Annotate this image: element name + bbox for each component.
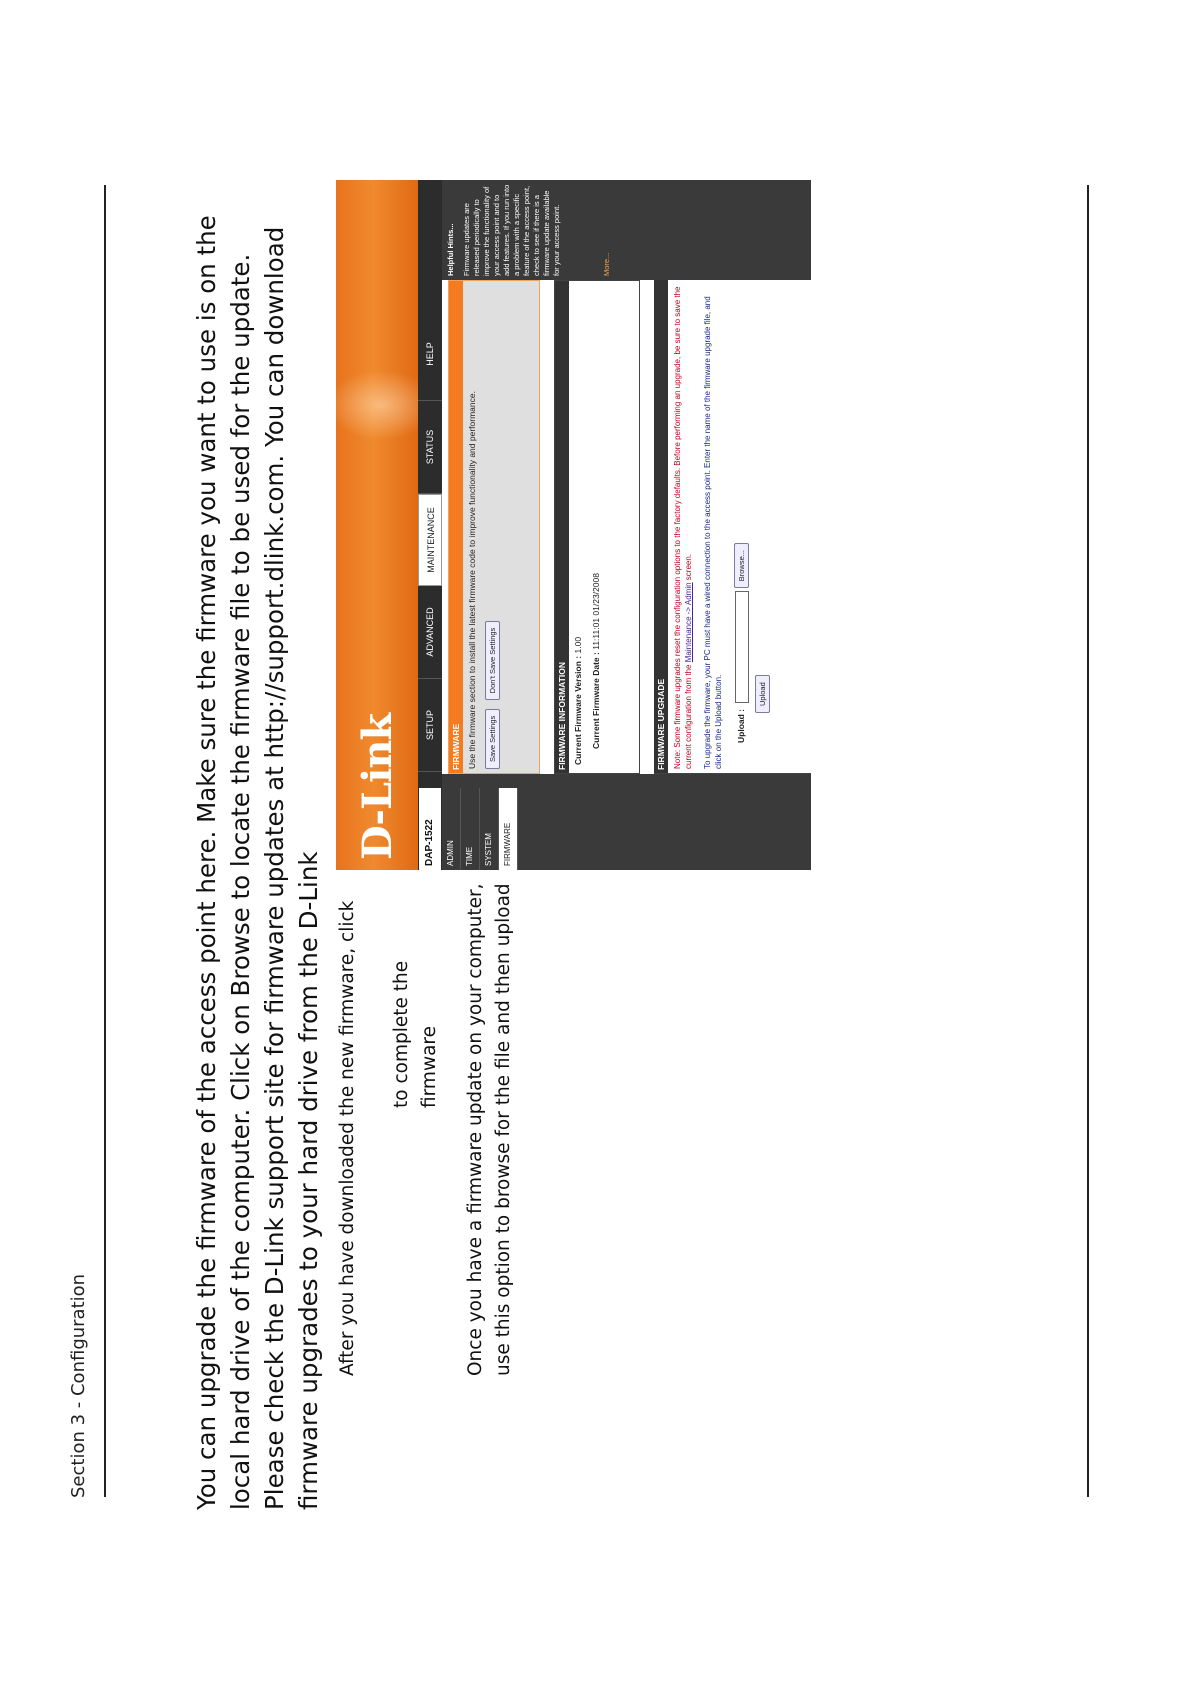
main-content (442, 280, 811, 774)
upload-row (728, 280, 755, 773)
help-column (442, 180, 811, 280)
firmware-upgrade-panel (654, 280, 811, 774)
left-nav (442, 788, 811, 870)
brand-banner (336, 180, 418, 870)
upgrade-warning-text: Note: Some firmware upgrades reset the configuration options to the factory defaults. Before performing an upgrade, be sure to save the current configuration from the (673, 286, 693, 769)
upload-button-row (755, 280, 770, 773)
note-once-update (462, 856, 518, 1376)
nav-item-time[interactable]: TIME (461, 788, 480, 870)
upgrade-warning (668, 280, 698, 773)
model-label: DAP-1522 (419, 788, 441, 870)
maintenance-admin-link[interactable]: Maintenance -> Admin (684, 582, 693, 663)
tab-setup[interactable]: SETUP (418, 679, 442, 772)
dlink-logo: D-Link (354, 713, 401, 860)
upload-file-input[interactable] (735, 591, 749, 703)
main-tabs (418, 308, 442, 772)
upload-button[interactable]: Upload (755, 675, 770, 713)
help-title: Helpful Hints... (446, 223, 455, 276)
upgrade-hint: To upgrade the firmware, your PC must have a wired connection to the access point. Enter the name of the firmware upgrade file, and click on the Upload button. (703, 296, 723, 769)
nav-item-admin[interactable]: ADMIN (442, 788, 461, 870)
tab-status[interactable]: STATUS (418, 401, 442, 494)
section-title: Section 3 - Configuration (68, 1273, 89, 1498)
help-more-link[interactable]: More... (602, 252, 611, 276)
firmware-version-row (569, 281, 587, 773)
nav-item-system[interactable]: SYSTEM (480, 788, 499, 870)
browse-button[interactable]: Browse... (734, 543, 749, 588)
firmware-button-row (485, 285, 500, 769)
left-page-rule (104, 185, 106, 1497)
dont-save-settings-button[interactable]: Don't Save Settings (485, 621, 500, 701)
firmware-date-value: 11:11:01 01/23/2008 (591, 573, 601, 650)
firmware-date-row (587, 281, 605, 773)
firmware-version-value: 1.00 (573, 636, 583, 654)
help-text: Firmware updates are released periodically to improve the functionality of your access point and to add features. If you run into a problem with a specific feature of the access point, check to see if there is a firmware update available for your access point. (462, 184, 561, 276)
tab-help[interactable]: HELP (418, 308, 442, 401)
firmware-panel (448, 280, 540, 774)
nav-item-firmware[interactable]: FIRMWARE (499, 788, 518, 870)
save-settings-button[interactable]: Save Settings (485, 709, 500, 769)
right-page-rule (1087, 185, 1089, 1497)
intro-paragraph (190, 185, 326, 1510)
tab-advanced[interactable]: ADVANCED (418, 586, 442, 679)
firmware-body (463, 281, 504, 773)
firmware-upgrade-heading: FIRMWARE UPGRADE (654, 280, 668, 773)
firmware-info-panel (554, 280, 640, 774)
firmware-date-label: Current Firmware Date : (591, 652, 601, 749)
tab-maintenance[interactable]: MAINTENANCE (418, 494, 442, 586)
firmware-info-heading: FIRMWARE INFORMATION (555, 281, 569, 773)
note-complete-text: to complete the firmware (391, 960, 440, 1108)
note-once-update-text: Once you have a firmware update on your computer, use this option to browse for the file and then upload (465, 883, 514, 1376)
router-screenshot (336, 180, 811, 870)
note-after-download (334, 886, 444, 1376)
firmware-description: Use the firmware section to install the latest firmware code to improve functionality and performance. (467, 391, 477, 769)
upgrade-warning-tail: screen. (684, 553, 693, 581)
upload-label: Upload : (736, 709, 746, 743)
firmware-heading: FIRMWARE (449, 281, 463, 773)
firmware-version-label: Current Firmware Version : (573, 655, 583, 765)
intro-text: You can upgrade the firmware of the access point here. Make sure the firmware you want to use is on the local hard drive of the computer. Click on Browse to locate the firmware file to be used for the update. Please check the D-Link support site for firmware updates at http://support.dlink.com. You can download firmware upgrades to your hard drive from the D-Link (192, 215, 323, 1510)
note-after-download-text: After you have downloaded the new firmware, click (337, 900, 358, 1376)
